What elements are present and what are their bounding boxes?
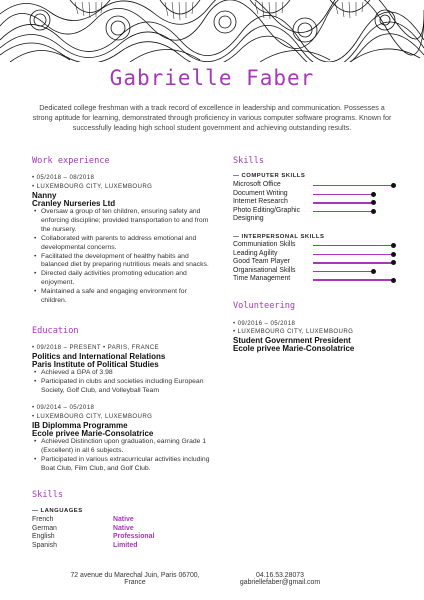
skill-bar (313, 279, 393, 280)
skill-bar (313, 271, 373, 272)
list-item: • Directed daily activities promoting education and enjoyment. (41, 270, 211, 288)
education-dates: • 09/2014 – 05/2018 (32, 404, 95, 411)
skill-name: Photo Editing/Graphic Designing (233, 206, 301, 223)
job-bullets (32, 208, 211, 306)
language-name: German (32, 525, 57, 532)
list-item: • Achieved Distinction upon graduation, earning Grade 1 (Excellent) in all 6 subjects. (41, 438, 211, 456)
skill-name: Communiation Skills (233, 241, 296, 248)
language-name: Spanish (32, 542, 57, 549)
education-school: Paris Institute of Political Studies (32, 360, 159, 369)
education-school: Ecole privee Marie-Consolatrice (32, 429, 154, 438)
skill-name: Internet Research (233, 198, 288, 206)
skill-name: Leading Agility (233, 249, 278, 257)
skill-name: Microsoft Office (233, 181, 281, 188)
decorative-header-pattern (0, 0, 424, 62)
language-level: Native (113, 525, 134, 532)
skill-bar (313, 194, 373, 195)
list-item: • Collaborated with parents to address emotional and developmental concerns. (41, 235, 211, 253)
education-degree: IB Diplomma Programme (32, 421, 128, 430)
languages-section-title: Skills (32, 490, 64, 500)
education-bullets (32, 369, 211, 396)
list-item: • Oversaw a group of ten children, ensuring safety and enforcing discipline; provided transportation to and from the nursery. (41, 208, 211, 235)
skill-name: Document Writing (233, 189, 288, 197)
education-title: Education (32, 326, 79, 336)
language-name: French (32, 516, 54, 523)
interpersonal-skills-heading: — INTERPERSONAL SKILLS (233, 234, 325, 240)
skill-bar (313, 185, 393, 186)
skill-bar (313, 262, 393, 263)
address-line: 72 avenue du Marechal Juin, Paris 06700, (70, 572, 200, 579)
skills-title: Skills (233, 156, 265, 166)
education-dates: • 09/2018 – PRESENT • PARIS, FRANCE (32, 344, 160, 351)
skill-name: Good Team Player (233, 258, 290, 266)
skill-level-dot (371, 269, 376, 274)
job-location: • LUXEMBOURG CITY, LUXEMBOURG (32, 183, 153, 190)
languages-heading: — LANGUAGES (32, 508, 83, 514)
computer-skills-heading: — COMPUTER SKILLS (233, 173, 306, 179)
job-organization: Cranley Nurseries Ltd (32, 199, 116, 208)
phone-number: 04.16.53.28073 (256, 572, 304, 579)
address-line: France (124, 579, 146, 586)
work-experience-title: Work experience (32, 156, 110, 166)
job-role: Nanny (32, 191, 57, 200)
skill-bar (313, 245, 393, 246)
footer-address (60, 572, 210, 586)
skill-level-dot (391, 183, 396, 188)
email-link[interactable]: gabriellefaber@gmail.com (239, 579, 321, 586)
skill-level-dot (371, 192, 376, 197)
footer-contact (220, 572, 340, 586)
volunteering-role: Student Government President (233, 336, 351, 345)
skill-name: Time Management (233, 275, 291, 283)
list-item: • Participated in various extracurricular activities including Boat Club, Film Club, and Golf Club. (41, 456, 211, 474)
education-degree: Politics and International Relations (32, 352, 166, 361)
language-level: Limited (113, 542, 138, 549)
candidate-name: Gabrielle Faber (109, 66, 315, 90)
skill-bar (313, 254, 393, 255)
volunteering-organization: Ecole privee Marie-Consolatrice (233, 344, 355, 353)
volunteering-location: • LUXEMBOURG CITY, LUXEMBOURG (233, 328, 354, 335)
language-level: Professional (113, 533, 155, 540)
list-item: • Achieved a GPA of 3.98 (41, 369, 211, 378)
skill-level-dot (391, 278, 396, 283)
education-location: • LUXEMBOURG CITY, LUXEMBOURG (32, 413, 153, 420)
profile-summary: Dedicated college freshman with a track record of excellence in leadership and communication. Possesses a strong aptitude for learning, demonstrated through proficiency in various computer software programs. Known for successfully leading high school student government and achieving outstanding results. (32, 103, 392, 132)
list-item: • Maintained a safe and engaging environment for children. (41, 288, 211, 306)
list-item: • Participated in clubs and societies including European Society, Golf Club, and Volleyball Team (41, 378, 211, 396)
skill-level-dot (371, 200, 376, 205)
language-level: Native (113, 516, 134, 523)
job-dates: • 05/2018 – 08/2018 (32, 174, 95, 181)
skill-name: Organisational Skills (233, 266, 296, 274)
language-name: English (32, 533, 55, 540)
skill-level-dot (371, 209, 376, 214)
skill-level-dot (391, 260, 396, 265)
skill-bar (313, 211, 373, 212)
skill-level-dot (391, 243, 396, 248)
volunteering-dates: • 09/2016 – 05/2018 (233, 320, 296, 327)
skill-bar (313, 202, 373, 203)
volunteering-title: Volunteering (233, 301, 296, 311)
education-bullets (32, 438, 211, 474)
list-item: • Facilitated the development of healthy habits and balanced diet by preparing nutritious meals and snacks. (41, 253, 211, 271)
skill-level-dot (391, 252, 396, 257)
